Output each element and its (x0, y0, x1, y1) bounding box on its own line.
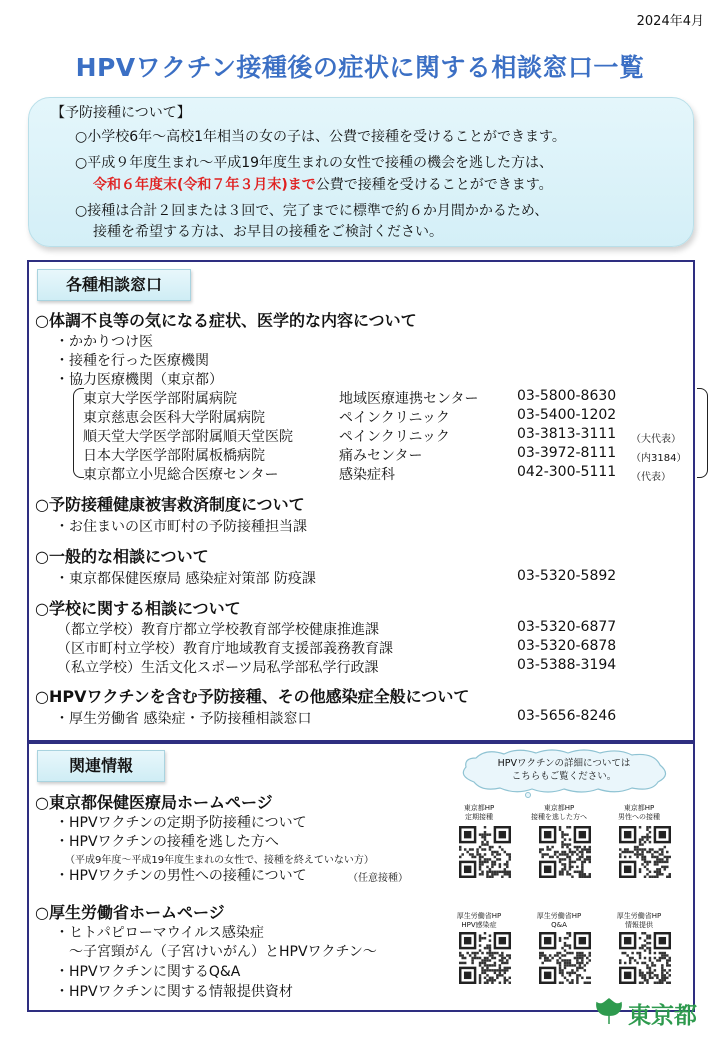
hospital-name: 東京慈恵会医科大学附属病院 (83, 410, 265, 426)
section-school-heading: ○学校に関する相談について (35, 599, 241, 618)
hospital-dept: ペインクリニック (339, 429, 450, 445)
list-item: ・お住まいの区市町村の予防接種担当課 (55, 519, 307, 535)
deadline-emphasis: 令和６年度末(令和７年３月末)まで (93, 177, 316, 193)
section-hpv-general-heading: ○HPVワクチンを含む予防接種、その他感染症全般について (35, 687, 470, 706)
notice-item-3a: ○接種は合計２回または３回で、完了までに標準で約６か月間かかるため、 (75, 203, 549, 219)
list-item: ・接種を行った医療機関 (55, 353, 209, 369)
qr-code-icon[interactable] (459, 826, 511, 878)
hospital-dept: 地域医療連携センター (339, 391, 479, 407)
mhlw-hp-heading[interactable]: ○厚生労働省ホームページ (35, 903, 225, 922)
hospital-name: 順天堂大学医学部附属順天堂医院 (83, 429, 293, 445)
qr-caption: 東京都HP 男性への接種 (618, 804, 660, 821)
vaccination-notice (28, 97, 694, 247)
qr-caption: 東京都HP 定期接種 (463, 804, 495, 821)
hospital-tel-note: （内3184） (631, 453, 687, 464)
hospital-tel-note: （代表） (631, 472, 671, 483)
link-item-note: （平成9年度～平成19年度生まれの女性で、接種を終えていない方） (65, 855, 374, 866)
list-item: ・厚生労働省 感染症・予防接種相談窓口 (55, 711, 312, 727)
mhlw-tel: 03-5656-8246 (517, 708, 617, 724)
school-row-tel: 03-5320-6877 (517, 619, 617, 635)
related-tag: 関連情報 (37, 750, 165, 782)
hospital-dept: 痛みセンター (339, 448, 423, 464)
consultation-tag: 各種相談窓口 (37, 269, 191, 301)
link-item[interactable]: ・HPVワクチンの男性への接種について (55, 868, 307, 884)
qr-code-icon[interactable] (459, 932, 511, 984)
hospital-name: 東京都立小児総合医療センター (83, 467, 279, 483)
link-item[interactable]: ・HPVワクチンに関する情報提供資材 (55, 984, 293, 1000)
page-title: HPVワクチン接種後の症状に関する相談窓口一覧 (75, 53, 645, 82)
hospital-name: 日本大学医学部附属板橋病院 (83, 448, 265, 464)
link-item[interactable]: ・HPVワクチンの定期予防接種について (55, 815, 307, 831)
list-item: ・協力医療機関（東京都） (55, 372, 223, 388)
school-row-label: （都立学校）教育庁都立学校教育部学校健康推進課 (57, 622, 379, 638)
info-bubble (456, 748, 672, 798)
qr-code-icon[interactable] (539, 932, 591, 984)
qr-caption: 厚生労働省HP HPV感染症 (456, 912, 502, 929)
bubble-line-2: こちらもご覧ください。 (511, 771, 617, 782)
logo-text: 東京都 (628, 1003, 697, 1029)
school-row-tel: 03-5388-3194 (517, 657, 617, 673)
hospital-tel: 03-3972-8111 (517, 445, 617, 461)
notice-item-2b (93, 175, 553, 195)
qr-code-icon[interactable] (619, 932, 671, 984)
link-item[interactable]: ・HPVワクチンの接種を逃した方へ (55, 834, 279, 850)
hospital-tel: 042-300-5111 (517, 464, 617, 480)
ginkgo-leaf-icon (594, 997, 624, 1027)
qr-code-icon[interactable] (619, 826, 671, 878)
qr-caption: 厚生労働省HP 情報提供 (616, 912, 662, 929)
issue-date: 2024年4月 (636, 14, 704, 29)
link-item[interactable]: ・ヒトパピローマウイルス感染症 (55, 925, 264, 941)
hospital-tel-note: （大代表） (631, 434, 681, 445)
consultation-section (27, 260, 695, 742)
notice-item-2b-text: 公費で接種を受けることができます。 (315, 177, 553, 193)
link-item-sub: ～子宮頸がん（子宮けいがん）とHPVワクチン～ (69, 944, 377, 960)
link-item-note: （任意接種） (348, 873, 408, 884)
notice-item-1: ○小学校6年～高校1年相当の女の子は、公費で接種を受けることができます。 (75, 129, 566, 145)
bracket-right (697, 388, 708, 478)
hospital-tel: 03-3813-3111 (517, 426, 617, 442)
section-symptoms-heading: ○体調不良等の気になる症状、医学的な内容について (35, 311, 417, 330)
hospital-name: 東京大学医学部附属病院 (83, 391, 237, 407)
list-item: ・東京都保健医療局 感染症対策部 防疫課 (55, 571, 316, 587)
qr-caption: 東京都HP 接種を逃した方へ (531, 804, 587, 821)
hospital-dept: ペインクリニック (339, 410, 450, 426)
tokyo-hp-heading[interactable]: ○東京都保健医療局ホームページ (35, 793, 273, 812)
hospital-tel: 03-5800-8630 (517, 388, 617, 404)
section-relief-heading: ○予防接種健康被害救済制度について (35, 495, 305, 514)
notice-item-2a: ○平成９年度生まれ～平成19年度生まれの女性で接種の機会を逃した方は、 (75, 155, 554, 171)
hospital-dept: 感染症科 (339, 467, 395, 483)
qr-code-icon[interactable] (539, 826, 591, 878)
list-item: ・かかりつけ医 (55, 334, 153, 350)
school-row-tel: 03-5320-6878 (517, 638, 617, 654)
section-general-heading: ○一般的な相談について (35, 547, 209, 566)
bubble-line-1: HPVワクチンの詳細については (497, 758, 631, 769)
school-row-label: （私立学校）生活文化スポーツ局私学部私学行政課 (57, 660, 379, 676)
notice-heading: 【予防接種について】 (51, 105, 191, 121)
notice-item-3b: 接種を希望する方は、お早目の接種をご検討ください。 (93, 224, 443, 240)
link-item[interactable]: ・HPVワクチンに関するQ&A (55, 964, 241, 980)
general-tel: 03-5320-5892 (517, 568, 617, 584)
school-row-label: （区市町村立学校）教育庁地域教育支援部義務教育課 (57, 641, 393, 657)
hospital-tel: 03-5400-1202 (517, 407, 617, 423)
qr-caption: 厚生労働省HP Q&A (536, 912, 582, 929)
